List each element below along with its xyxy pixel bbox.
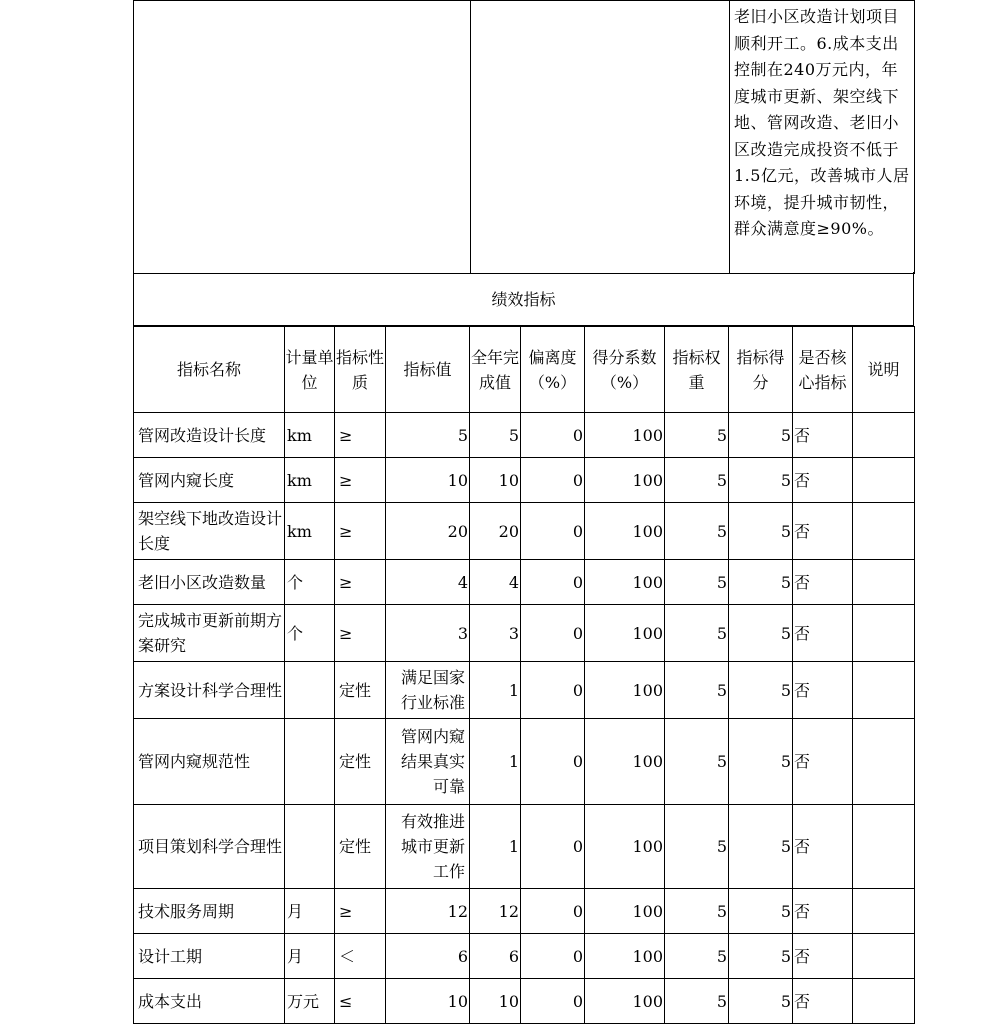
cell-target: 管网内窥结果真实可靠 (386, 719, 470, 805)
cell-score: 5 (729, 458, 793, 503)
cell-coef: 100 (585, 979, 665, 1024)
cell-nature: ≥ (335, 605, 386, 662)
cell-target: 12 (386, 889, 470, 934)
goal-empty-cell-2 (471, 1, 730, 274)
cell-weight: 5 (665, 413, 729, 458)
cell-coef: 100 (585, 719, 665, 805)
cell-core: 否 (793, 560, 853, 605)
cell-actual: 3 (470, 605, 521, 662)
cell-core: 否 (793, 662, 853, 719)
table-row (134, 934, 915, 979)
cell-actual: 10 (470, 979, 521, 1024)
cell-nature: ≥ (335, 413, 386, 458)
header-score: 指标得分 (729, 327, 793, 413)
header-target: 指标值 (386, 327, 470, 413)
cell-deviation: 0 (521, 719, 585, 805)
cell-actual: 1 (470, 662, 521, 719)
table-row (134, 458, 915, 503)
cell-actual: 20 (470, 503, 521, 560)
cell-name: 完成城市更新前期方案研究 (134, 605, 285, 662)
cell-core: 否 (793, 805, 853, 889)
cell-nature: 定性 (335, 719, 386, 805)
cell-core: 否 (793, 979, 853, 1024)
cell-unit: 个 (285, 605, 335, 662)
cell-note (853, 719, 915, 805)
cell-coef: 100 (585, 605, 665, 662)
cell-note (853, 662, 915, 719)
cell-deviation: 0 (521, 889, 585, 934)
header-unit: 计量单位 (285, 327, 335, 413)
cell-actual: 1 (470, 805, 521, 889)
header-note: 说明 (853, 327, 915, 413)
table-row (134, 979, 915, 1024)
table-row (134, 560, 915, 605)
cell-score: 5 (729, 719, 793, 805)
cell-note (853, 413, 915, 458)
table-row (134, 805, 915, 889)
cell-name: 技术服务周期 (134, 889, 285, 934)
goal-text-cell (730, 1, 915, 274)
cell-unit: km (285, 413, 335, 458)
cell-deviation: 0 (521, 560, 585, 605)
table-row (134, 662, 915, 719)
cell-name: 管网改造设计长度 (134, 413, 285, 458)
cell-score: 5 (729, 413, 793, 458)
cell-nature: ＜ (335, 934, 386, 979)
cell-weight: 5 (665, 889, 729, 934)
cell-note (853, 889, 915, 934)
goal-table (133, 0, 915, 274)
header-actual: 全年完成值 (470, 327, 521, 413)
cell-actual: 12 (470, 889, 521, 934)
cell-weight: 5 (665, 979, 729, 1024)
cell-core: 否 (793, 934, 853, 979)
cell-target: 有效推进城市更新工作 (386, 805, 470, 889)
cell-deviation: 0 (521, 662, 585, 719)
cell-core: 否 (793, 889, 853, 934)
cell-unit (285, 805, 335, 889)
cell-nature: ≥ (335, 560, 386, 605)
table-row (134, 413, 915, 458)
cell-name: 成本支出 (134, 979, 285, 1024)
cell-coef: 100 (585, 503, 665, 560)
cell-nature: ≥ (335, 503, 386, 560)
cell-score: 5 (729, 934, 793, 979)
header-weight: 指标权重 (665, 327, 729, 413)
cell-coef: 100 (585, 458, 665, 503)
cell-core: 否 (793, 719, 853, 805)
header-core: 是否核心指标 (793, 327, 853, 413)
header-coef: 得分系数（%） (585, 327, 665, 413)
table-row (134, 889, 915, 934)
cell-name: 方案设计科学合理性 (134, 662, 285, 719)
cell-note (853, 934, 915, 979)
cell-unit: 月 (285, 934, 335, 979)
cell-actual: 4 (470, 560, 521, 605)
cell-unit (285, 719, 335, 805)
cell-unit: 个 (285, 560, 335, 605)
cell-coef: 100 (585, 662, 665, 719)
cell-score: 5 (729, 979, 793, 1024)
cell-nature: ≥ (335, 458, 386, 503)
cell-weight: 5 (665, 662, 729, 719)
table-row (134, 503, 915, 560)
cell-core: 否 (793, 605, 853, 662)
cell-score: 5 (729, 605, 793, 662)
cell-unit: km (285, 458, 335, 503)
cell-note (853, 605, 915, 662)
cell-note (853, 503, 915, 560)
cell-weight: 5 (665, 503, 729, 560)
cell-coef: 100 (585, 560, 665, 605)
cell-deviation: 0 (521, 503, 585, 560)
header-deviation: 偏离度（%） (521, 327, 585, 413)
cell-unit: 月 (285, 889, 335, 934)
cell-target: 10 (386, 979, 470, 1024)
cell-note (853, 458, 915, 503)
cell-name: 项目策划科学合理性 (134, 805, 285, 889)
header-row (134, 327, 915, 413)
cell-deviation: 0 (521, 458, 585, 503)
section-title: 绩效指标 (133, 272, 914, 326)
cell-nature: ≤ (335, 979, 386, 1024)
goal-text: 老旧小区改造计划项目顺利开工。6.成本支出控制在240万元内，年度城市更新、架空线下地、管网改造、老旧小区改造完成投资不低于1.5亿元，改善城市人居环境，提升城市韧性，群众满意度≥90%。 (734, 7, 910, 238)
cell-weight: 5 (665, 719, 729, 805)
cell-actual: 6 (470, 934, 521, 979)
table-row (134, 719, 915, 805)
cell-name: 管网内窥规范性 (134, 719, 285, 805)
goal-empty-cell-1 (134, 1, 471, 274)
cell-target: 满足国家行业标准 (386, 662, 470, 719)
table-row (134, 605, 915, 662)
cell-target: 10 (386, 458, 470, 503)
cell-unit: km (285, 503, 335, 560)
cell-unit (285, 662, 335, 719)
cell-score: 5 (729, 560, 793, 605)
cell-score: 5 (729, 805, 793, 889)
cell-note (853, 979, 915, 1024)
cell-deviation: 0 (521, 413, 585, 458)
cell-deviation: 0 (521, 605, 585, 662)
cell-actual: 5 (470, 413, 521, 458)
cell-actual: 1 (470, 719, 521, 805)
cell-name: 管网内窥长度 (134, 458, 285, 503)
cell-score: 5 (729, 889, 793, 934)
cell-target: 3 (386, 605, 470, 662)
cell-core: 否 (793, 503, 853, 560)
cell-core: 否 (793, 458, 853, 503)
cell-actual: 10 (470, 458, 521, 503)
cell-score: 5 (729, 662, 793, 719)
cell-score: 5 (729, 503, 793, 560)
cell-deviation: 0 (521, 934, 585, 979)
cell-deviation: 0 (521, 805, 585, 889)
cell-coef: 100 (585, 413, 665, 458)
cell-core: 否 (793, 413, 853, 458)
cell-note (853, 560, 915, 605)
cell-name: 设计工期 (134, 934, 285, 979)
cell-weight: 5 (665, 805, 729, 889)
cell-unit: 万元 (285, 979, 335, 1024)
cell-nature: ≥ (335, 889, 386, 934)
cell-weight: 5 (665, 560, 729, 605)
cell-coef: 100 (585, 934, 665, 979)
indicator-table (133, 326, 915, 1024)
header-name: 指标名称 (134, 327, 285, 413)
cell-note (853, 805, 915, 889)
cell-coef: 100 (585, 805, 665, 889)
cell-target: 6 (386, 934, 470, 979)
cell-deviation: 0 (521, 979, 585, 1024)
cell-target: 4 (386, 560, 470, 605)
cell-weight: 5 (665, 934, 729, 979)
cell-name: 老旧小区改造数量 (134, 560, 285, 605)
cell-name: 架空线下地改造设计长度 (134, 503, 285, 560)
cell-nature: 定性 (335, 805, 386, 889)
cell-nature: 定性 (335, 662, 386, 719)
cell-target: 5 (386, 413, 470, 458)
cell-target: 20 (386, 503, 470, 560)
cell-coef: 100 (585, 889, 665, 934)
cell-weight: 5 (665, 458, 729, 503)
header-nature: 指标性质 (335, 327, 386, 413)
cell-weight: 5 (665, 605, 729, 662)
